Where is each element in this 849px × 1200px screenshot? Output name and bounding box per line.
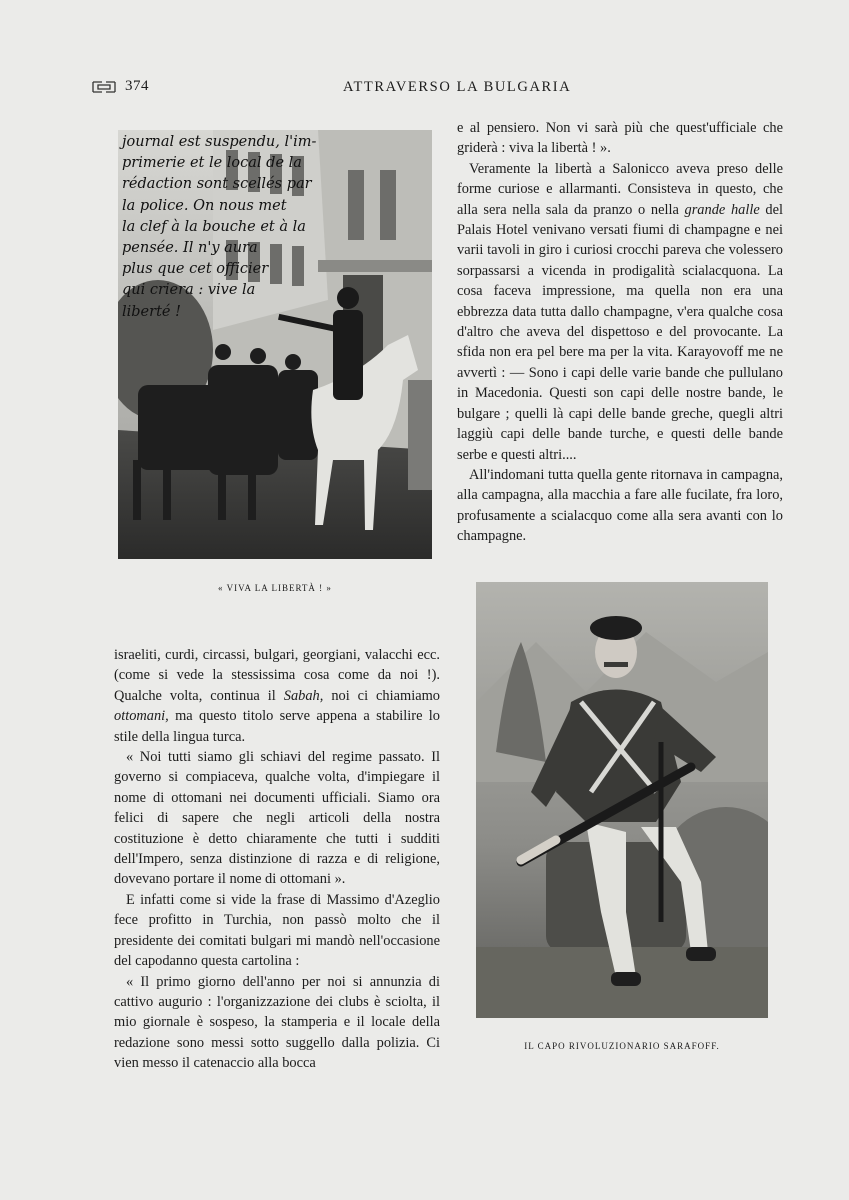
text-run: « Il primo giorno dell'anno per noi si annunzia di cattivo augurio : l'organizzazione dei clubs è sciolta, il mio giornale è sospeso, la stamperia e il locale della redazione sono messi sotto suggello dalla polizia. Ci vien messo il catenaccio alla bocca (114, 973, 440, 1072)
page-number: 374 (125, 78, 149, 94)
paragraph (457, 118, 783, 159)
parade-photo (118, 130, 432, 559)
paragraph (114, 972, 440, 1074)
text-run: ma questo titolo serve appena a stabilire lo stile della lingua turca. (114, 708, 440, 745)
text-run: israeliti, curdi, circassi, bulgari, georgiani, valacchi ecc. (come si vede la stessissima cosa come da noi !). Qualche volta, continua il (114, 647, 440, 704)
handwriting-line: primerie et le local de la (122, 155, 302, 172)
sarafoff-portrait-photo (476, 582, 768, 1018)
italic-text: Sabah, (283, 687, 324, 704)
paragraph (114, 890, 440, 972)
handwriting-line: plus que cet officier (122, 261, 269, 278)
handwriting-line: pensée. Il n'y aura (122, 240, 258, 257)
handwriting-line: liberté ! (122, 303, 181, 320)
running-title: ATTRAVERSO LA BULGARIA (343, 79, 572, 95)
paragraph (114, 747, 440, 890)
text-run: Veramente la libertà a Salonicco aveva preso delle forme curiose e allarmanti. Consisteva in questo, che alla sera nella sala da pranzo o nella (457, 160, 783, 218)
text-run: e al pensiero. Non vi sarà più che quest'ufficiale che griderà : viva la libertà ! ». (457, 120, 783, 157)
paragraph (114, 645, 440, 747)
handwriting-line: journal est suspendu, l'im- (122, 134, 317, 150)
text-run: del Palais Hotel venivano versati fiumi di champagne e nei varii tavoli in giro i curiosi crocchi pareva che volessero sorpassarsi a vicenda in prodigalità scialacquona. La cosa faceva impressione, ma quella non era una ebbrezza data tutta dallo champagne, v'era qualche cosa d'altro che aveva del dispettoso e del provocante. La sfida non era pel bere ma per la vita. Karayovoff me ne avvertì : — Sono i capi delle varie bande che pullulano in Macedonia. Questi son capi delle nostre bande, le bulgare ; quelli là capi delle bande greche, quegli altri laggiù capi delle bande turche, e questi delle bande serbe e questi altri.... (457, 201, 783, 463)
text-run: « Noi tutti siamo gli schiavi del regime passato. Il governo si compiaceva, qualche volta, d'impiegare il nome di ottomani nei documenti ufficiali. Siamo ora felici di sapere che negli articoli della nostra costituzione è detto chiaramente che tutti i sudditi dell'Impero, senza distinzione di razza e di religione, dovevano portare il nome di ottomani ». (114, 749, 440, 888)
left-text-column (114, 645, 440, 1074)
handwriting-line: qui criera : vive la (122, 282, 256, 299)
italic-text: ottomani, (114, 708, 169, 725)
handwriting-line: la clef à la bouche et à la (122, 218, 306, 235)
handwritten-postcard-text (122, 132, 332, 323)
handwriting-line: rédaction sont scellés par (122, 176, 312, 193)
handwriting-line: la police. On nous met (122, 197, 287, 214)
paragraph (457, 159, 783, 465)
ornament-icon (92, 80, 116, 94)
figure-caption-portrait: IL CAPO RIVOLUZIONARIO SARAFOFF. (524, 1041, 720, 1051)
text-run: noi ci chiamiamo (323, 687, 440, 704)
paragraph (457, 465, 783, 547)
figure-caption-parade: « VIVA LA LIBERTÀ ! » (218, 583, 332, 593)
right-text-column (457, 118, 783, 547)
text-run: All'indomani tutta quella gente ritornava in campagna, alla campagna, alla macchia a fare alle fucilate, fra loro, profusamente a scialacquo come alla sera avanti con lo champagne. (457, 466, 783, 545)
italic-text: grande halle (684, 201, 760, 218)
text-run: E infatti come si vide la frase di Massimo d'Azeglio fece profitto in Turchia, non passò molto che il presidente dei comitati bulgari mi mandò nell'occasione del capodanno questa cartolina : (114, 891, 440, 970)
